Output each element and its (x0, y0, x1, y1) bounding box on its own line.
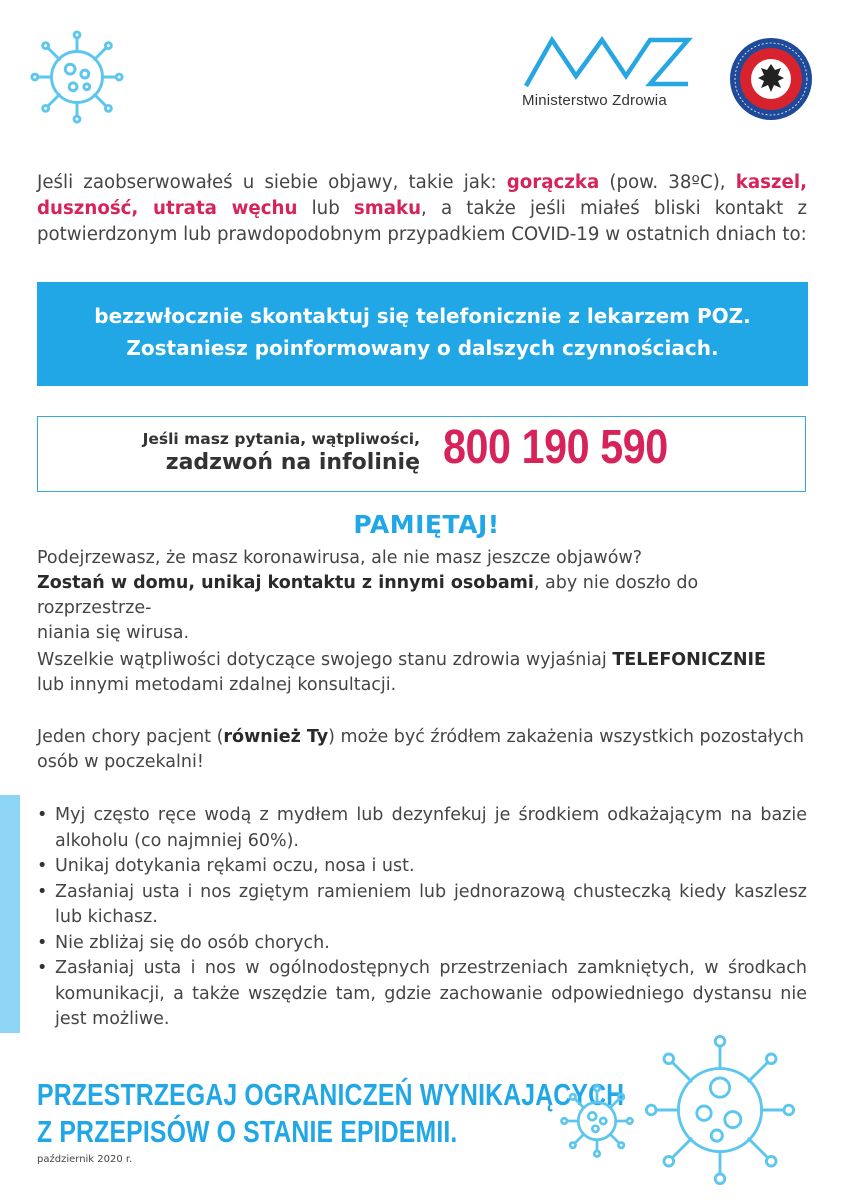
remember-paragraph-2 (37, 648, 807, 698)
issue-date: październik 2020 r. (37, 1154, 133, 1165)
ministry-logo (522, 30, 702, 120)
list-item: • Myj często ręce wodą z mydłem lub dezynfekuj je środkiem odkażającym na bazie alkoholu (co najmniej 60%). (37, 803, 807, 854)
list-item: • Nie zbliżaj się do osób chorych. (37, 931, 807, 957)
callout-line-1: bezzwłocznie skontaktuj się telefonicznie z lekarzem POZ. (94, 304, 751, 328)
hygiene-rules-list (37, 803, 807, 1033)
side-accent-bar (0, 795, 20, 1033)
footer-title-line-1: PRZESTRZEGAJ OGRANICZEŃ WYNIKAJĄCYCH (37, 1077, 625, 1112)
list-item: • Unikaj dotykania rękami oczu, nosa i ust. (37, 854, 807, 880)
infoline-question: Jeśli masz pytania, wątpliwości, (142, 430, 420, 448)
intro-text-2: (pow. 38ºC), (599, 172, 736, 193)
p1-rest-2: niania się wirusa. (37, 623, 190, 643)
callout-line-2: Zostaniesz poinformowany o dalszych czynnościach. (126, 336, 719, 360)
remember-heading: PAMIĘTAJ! (353, 510, 500, 539)
virus-icon (28, 28, 126, 126)
contact-doctor-callout (37, 282, 808, 386)
p1-question: Podejrzewasz, że masz koronawirusa, ale nie masz jeszcze objawów? (37, 548, 643, 568)
remember-paragraph-1 (37, 546, 807, 646)
intro-text-3: lub (297, 198, 354, 219)
symptom-taste: smaku (353, 198, 422, 219)
sanitary-inspection-seal (728, 36, 814, 122)
remember-paragraph-3 (37, 725, 807, 775)
symptoms-cough-dyspnea-smell: kaszel, duszność, utrata węchu (37, 172, 807, 219)
p1-bold: Zostań w domu, unikaj kontaktu z innymi osobami (37, 573, 534, 593)
symptoms-paragraph (37, 170, 807, 248)
list-item: • Zasłaniaj usta i nos zgiętym ramieniem lub jednorazową chusteczką kiedy kaszlesz lub kichasz. (37, 880, 807, 931)
list-item: • Zasłaniaj usta i nos w ogólnodostępnych przestrzeniach zamkniętych, w środkach komunikacji, a także wszędzie tam, gdzie zachowanie odpowiedniego dystansu nie jest możliwe. (37, 956, 807, 1033)
infoline-call: zadzwoń na infolinię (165, 450, 420, 475)
virus-icon (640, 1030, 800, 1190)
restrictions-heading (37, 1076, 624, 1150)
intro-text-1: Jeśli zaobserwowałeś u siebie objawy, takie jak: (37, 172, 507, 193)
ministry-name: Ministerstwo Zdrowia (522, 92, 667, 109)
p3-text: Jeden chory pacjent ( (37, 727, 224, 747)
infoline-phone-number[interactable]: 800 190 590 (443, 421, 668, 474)
p2-rest: lub innymi metodami zdalnej konsultacji. (37, 675, 397, 695)
footer-title-line-2: Z PRZEPISÓW O STANIE EPIDEMII. (37, 1114, 458, 1149)
symptom-fever: gorączka (506, 172, 600, 193)
infoline-text (143, 429, 420, 477)
p1-rest-1: , aby nie doszło do rozprzestrze- (37, 573, 699, 618)
p3-rest: ) może być źródłem zakażenia wszystkich pozostałych osób w poczekalni! (37, 727, 804, 772)
p2-bold: TELEFONICZNIE (612, 650, 766, 670)
p3-bold: również Ty (223, 727, 329, 747)
intro-text-4: , a także jeśli miałeś bliski kontakt z potwierdzonym lub prawdopodobnym przypadkiem COVID-19 w ostatnich dniach to: (37, 198, 807, 245)
infoline-box (37, 416, 806, 492)
p2-text: Wszelkie wątpliwości dotyczące swojego stanu zdrowia wyjaśniaj (37, 650, 613, 670)
virus-icon (558, 1082, 636, 1160)
